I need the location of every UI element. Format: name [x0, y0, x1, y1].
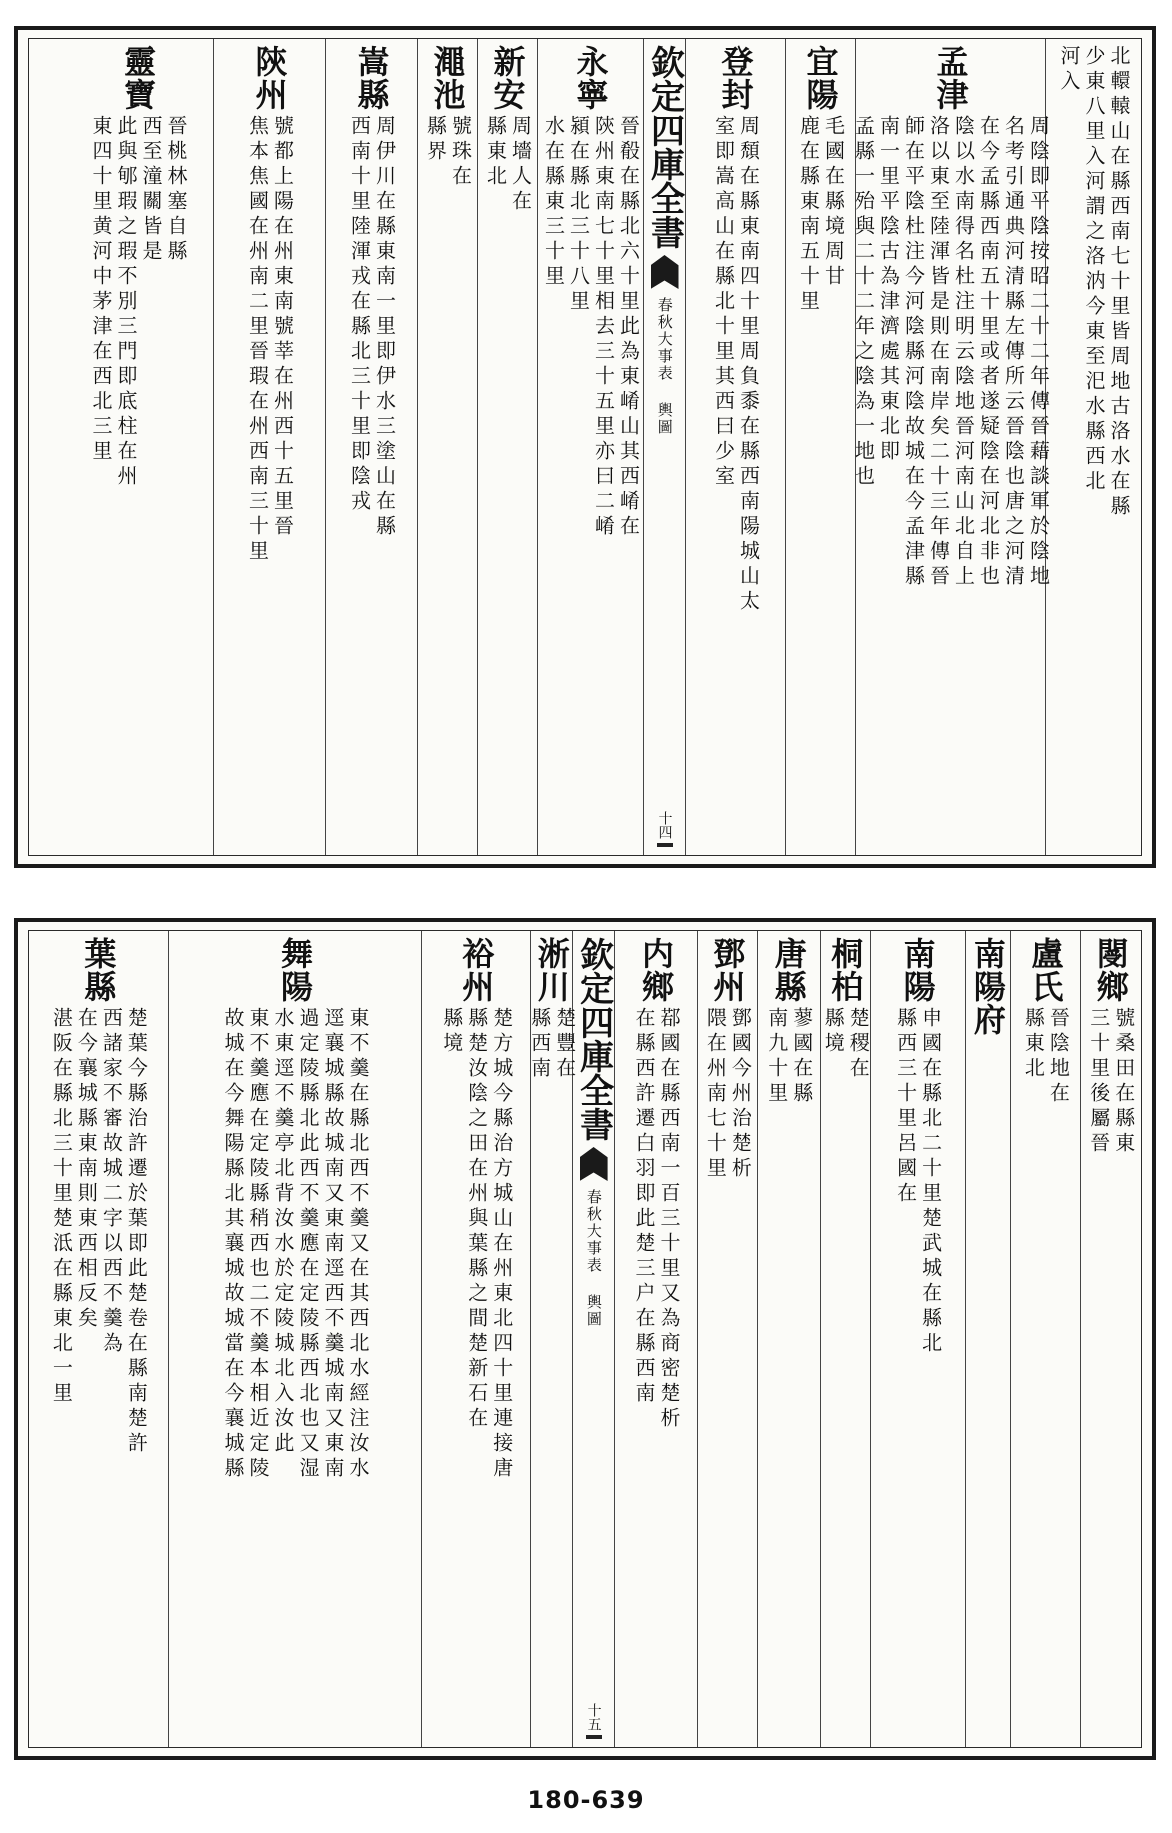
- annotation-line: 故城在今舞陽縣北其襄城故城當在今襄城縣: [221, 1007, 245, 1482]
- annotation-line: 周陰即平陰按昭二十二年傳晉藉談軍於陰地: [1026, 115, 1051, 590]
- annotation-line: 西諸家不審故城二字以西不羹為: [99, 1007, 124, 1357]
- place-name-heading: 登封: [716, 45, 755, 111]
- annotation-line: 毛國在縣境周甘: [821, 115, 846, 290]
- annotation-lines: [797, 115, 845, 315]
- annotation-line: 水在縣東三十里: [541, 115, 566, 290]
- annotation-line: 晉殽在縣北六十里此為東崤山其西崤在: [616, 115, 641, 540]
- annotation-line: 縣西南: [527, 1007, 552, 1082]
- annotation-line: 楚葉今縣治許遷於葉即此楚卷在縣南楚許: [124, 1007, 149, 1457]
- entry-column: [168, 931, 422, 1747]
- annotation-lines: [821, 1007, 869, 1082]
- entry-column: [1045, 39, 1141, 855]
- fishtail-mark-icon: [580, 1147, 608, 1181]
- entry-column: [851, 39, 1051, 855]
- annotation-line: 縣楚汝陰之田在州與葉縣之間楚新石在: [464, 1007, 489, 1432]
- annotation-line: 西南十里陸渾戎在縣北三十里即陰戎: [347, 115, 372, 515]
- annotation-lines: [1021, 1007, 1069, 1107]
- annotation-lines: [49, 1007, 147, 1457]
- annotation-line: 縣西三十里呂國在: [893, 1007, 918, 1207]
- annotation-lines: [703, 1007, 751, 1182]
- annotation-line: 號珠在: [448, 115, 473, 190]
- place-name-heading: 唐縣: [769, 937, 808, 1003]
- book-spine-center: [643, 39, 685, 855]
- entry-column: [965, 931, 1011, 1747]
- annotation-lines: [542, 115, 640, 540]
- annotation-line: 孟縣一殆與二十二年之陰為一地也: [851, 115, 876, 490]
- lower-page-frame: [28, 930, 1142, 1748]
- annotation-line: 縣界: [423, 115, 448, 165]
- annotation-line: 東四十里黄河中茅津在西北三里: [89, 115, 113, 465]
- annotation-line: 隈在州南七十里: [703, 1007, 728, 1182]
- annotation-line: 焦本焦國在州南二里晉瑕在州西南三十里: [245, 115, 270, 565]
- place-name-heading: 陝州: [250, 45, 289, 111]
- annotation-line: 楚豐在: [552, 1007, 577, 1082]
- annotation-line: 過定陵縣北此西不羹應在定陵縣西北也又湿: [296, 1007, 320, 1482]
- collection-title: 欽定四庫全書: [644, 45, 685, 249]
- annotation-line: 三十里後屬晉: [1086, 1007, 1111, 1157]
- place-name-heading: 盧氏: [1026, 937, 1065, 1003]
- entry-column: [685, 39, 785, 855]
- annotation-line: 周頹在縣東南四十里周負黍在縣西南陽城山太: [736, 115, 761, 615]
- annotation-line: 南九十里: [764, 1007, 789, 1107]
- annotation-line: 在今襄城縣東南則東西相反矣: [74, 1007, 99, 1332]
- annotation-line: 在縣西許遷白羽即此楚三户在縣西南: [632, 1007, 657, 1407]
- place-name-heading: 南陽: [898, 937, 937, 1003]
- place-name-heading: 鄧州: [708, 937, 747, 1003]
- annotation-line: 縣境: [439, 1007, 464, 1057]
- upper-page-frame: [28, 38, 1142, 856]
- annotation-line: 申國在縣北二十里楚武城在縣北: [918, 1007, 943, 1357]
- annotation-line: 東不羹應在定陵縣稍西也二不羹本相近定陵: [246, 1007, 270, 1482]
- annotation-line: 水東逕不羹亭北背汝水於定陵城北入汝此: [271, 1007, 295, 1457]
- annotation-lines: [852, 115, 1050, 590]
- annotation-line: 陰以水南得名杜注明云陰地晉河南山北自上: [951, 115, 976, 590]
- annotation-line: 少東八里入河謂之洛汭今東至汜水縣西北: [1082, 45, 1106, 495]
- annotation-line: 楚方城今縣治方城山在州東北四十里連接唐: [489, 1007, 514, 1482]
- entry-column: [527, 931, 577, 1747]
- folio-bar-mark: [586, 1735, 602, 1739]
- folio-number: 十四: [656, 811, 673, 839]
- annotation-lines: [528, 1007, 576, 1082]
- place-name-heading: 淅川: [532, 937, 571, 1003]
- entry-column: [213, 39, 325, 855]
- annotation-lines: [424, 115, 472, 190]
- annotation-line: 南一里平陰古為津濟處其東北即: [876, 115, 901, 465]
- annotation-lines: [712, 115, 760, 615]
- annotation-line: 東不羹在縣北西不羹又在其西北水經注汝水: [346, 1007, 370, 1482]
- annotation-line: 陝州東南七十里相去三十五里亦曰二崤: [591, 115, 616, 540]
- annotation-lines: [246, 115, 294, 565]
- entry-column: [870, 931, 965, 1747]
- entry-column: [1010, 931, 1079, 1747]
- entry-column: [697, 931, 756, 1747]
- place-name-heading: 桐柏: [826, 937, 865, 1003]
- annotation-lines: [348, 115, 396, 540]
- annotation-lines: [440, 1007, 513, 1482]
- place-name-heading: 嵩縣: [352, 45, 391, 111]
- annotation-lines: [894, 1007, 942, 1357]
- annotation-lines: [484, 115, 532, 215]
- annotation-lines: [1057, 45, 1130, 520]
- annotation-line: 鄀國在縣西南一百三十里又為商密楚析: [657, 1007, 682, 1432]
- annotation-line: 西至潼關皆是: [139, 115, 163, 265]
- folio-number: 十五: [585, 1703, 602, 1731]
- place-name-heading: 裕州: [457, 937, 496, 1003]
- annotation-line: 縣東北: [483, 115, 508, 190]
- annotation-line: 洛以東至陸渾皆是則在南岸矣二十三年傳晉: [926, 115, 951, 590]
- entry-column: [421, 931, 530, 1747]
- entry-column: [757, 931, 820, 1747]
- annotation-line: 河入: [1057, 45, 1081, 95]
- fishtail-mark-icon: [651, 255, 679, 289]
- place-name-heading: 新安: [488, 45, 527, 111]
- lower-page-columns: [29, 931, 1141, 1747]
- entry-column: [537, 39, 643, 855]
- book-subtitle: 春秋大事表 輿圖: [655, 297, 674, 436]
- folio-bar-mark: [657, 843, 673, 847]
- place-name-heading: 宜陽: [801, 45, 840, 111]
- place-name-heading: 内鄉: [637, 937, 676, 1003]
- annotation-line: 室即嵩高山在縣北十里其西曰少室: [711, 115, 736, 490]
- annotation-line: 號都上陽在州東南號莘在州西十五里晉: [270, 115, 295, 540]
- annotation-line: 逕襄城縣故城南又東南逕西不羹城南又東南: [321, 1007, 345, 1482]
- annotation-line: 蓼國在縣: [789, 1007, 814, 1107]
- lower-page: [14, 918, 1156, 1760]
- collection-title: 欽定四庫全書: [573, 937, 614, 1141]
- annotation-lines: [1087, 1007, 1135, 1157]
- annotation-line: 鄧國今州治楚析: [728, 1007, 753, 1182]
- annotation-line: 楚稷在: [846, 1007, 871, 1082]
- place-name-heading: 舞陽: [276, 937, 314, 1003]
- place-name-heading: 南陽府: [968, 937, 1007, 1036]
- annotation-lines: [89, 115, 187, 490]
- annotation-line: 晉陰地在: [1046, 1007, 1071, 1107]
- entry-column: [785, 39, 855, 855]
- entry-column: [325, 39, 417, 855]
- upper-page-columns: [29, 39, 1141, 855]
- entry-column: [820, 931, 870, 1747]
- annotation-line: 號桑田在縣東: [1111, 1007, 1136, 1157]
- place-name-heading: 閿鄉: [1091, 937, 1130, 1003]
- annotation-line: 湛阪在縣北三十里楚泜在縣東北一里: [49, 1007, 74, 1407]
- entry-column: [1080, 931, 1141, 1747]
- place-name-heading: 靈寶: [119, 45, 157, 111]
- annotation-line: 潁在縣北三十八里: [566, 115, 591, 315]
- annotation-lines: [221, 1007, 369, 1482]
- entry-column: [614, 931, 697, 1747]
- entry-column: [477, 39, 537, 855]
- entry-column: [29, 931, 168, 1747]
- annotation-line: 縣境: [821, 1007, 846, 1057]
- upper-page: [14, 26, 1156, 868]
- annotation-line: 北轘轅山在縣西南七十里皆周地古洛水在縣: [1107, 45, 1131, 520]
- annotation-lines: [765, 1007, 813, 1107]
- annotation-line: 師在平陰杜注今河陰縣河陰故城在今孟津縣: [901, 115, 926, 590]
- annotation-line: 名考引通典河清縣左傳所云晉陰也唐之河清: [1001, 115, 1026, 590]
- entry-column: [417, 39, 477, 855]
- place-name-heading: 澠池: [428, 45, 467, 111]
- place-name-heading: 葉縣: [79, 937, 118, 1003]
- page-reference: 180-639: [527, 1786, 645, 1814]
- place-name-heading: 孟津: [931, 45, 970, 111]
- place-name-heading: 永寧: [571, 45, 610, 111]
- annotation-lines: [632, 1007, 680, 1432]
- book-subtitle: 春秋大事表 輿圖: [584, 1189, 603, 1328]
- annotation-line: 此與郇瑕之瑕不別三門即底柱在州: [114, 115, 138, 490]
- annotation-line: 鹿在縣東南五十里: [796, 115, 821, 315]
- annotation-line: 周墻人在: [508, 115, 533, 215]
- entry-column: [63, 39, 213, 855]
- annotation-line: 縣東北: [1021, 1007, 1046, 1082]
- annotation-line: 在今孟縣西南五十里或者遂疑陰在河北非也: [976, 115, 1001, 590]
- annotation-line: 周伊川在縣東南一里即伊水三塗山在縣: [372, 115, 397, 540]
- book-spine-center: [572, 931, 614, 1747]
- annotation-line: 晉桃林塞自縣: [164, 115, 188, 265]
